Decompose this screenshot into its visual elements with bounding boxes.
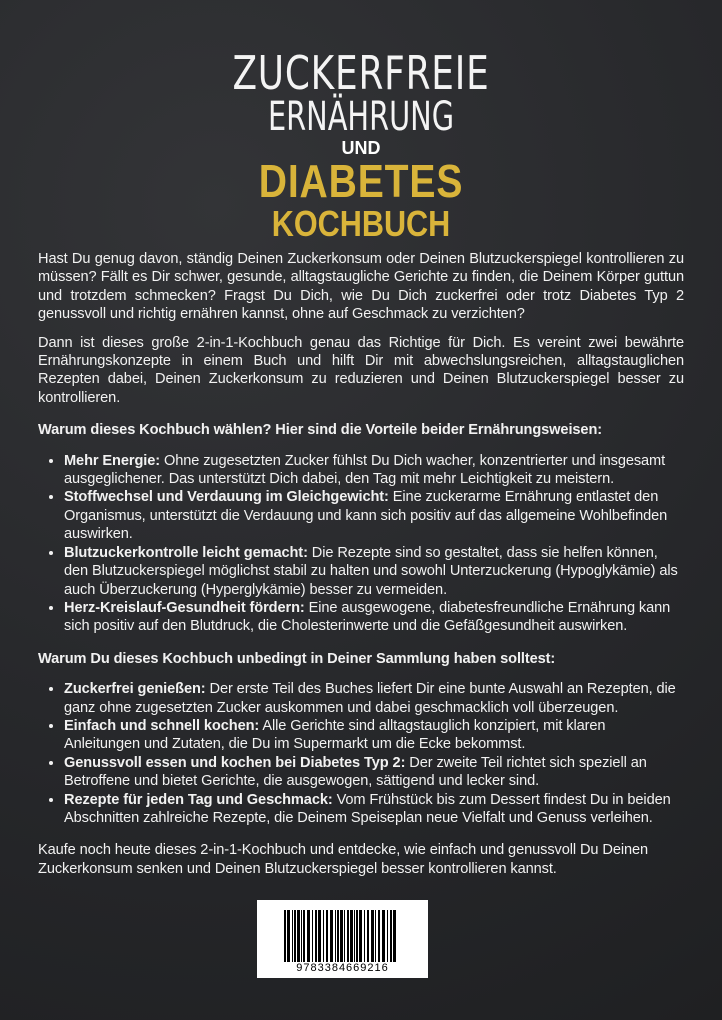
reasons-list [38, 680, 684, 827]
barcode-bars [284, 910, 401, 962]
title-line-2: ERNÄHRUNG [267, 94, 455, 140]
section-heading: Warum dieses Kochbuch wählen? Hier sind die Vorteile beider Ernährungsweisen: [38, 422, 603, 439]
title-line-5: KOCHBUCH [271, 203, 451, 244]
barcode-bar [318, 910, 321, 962]
isbn-number: 9783384669216 [296, 962, 389, 974]
barcode-bar [292, 910, 293, 962]
list-item: • Herz-Kreislauf-Gesundheit fördern: Eine ausgewogene, diabetesfreundliche Ernährung kann sich positiv auf den Blutdruck, die Cholesterinwerte und die Gefäßgesundheit auswirken. [64, 599, 684, 636]
title-line-4: DIABETES [258, 155, 464, 207]
barcode-bar [367, 910, 369, 962]
barcode-bar [382, 910, 385, 962]
barcode-bar [294, 910, 296, 962]
closing-paragraph: Kaufe noch heute dieses 2-in-1-Kochbuch und entdecke, wie einfach und genussvoll Du Deinen Zuckerkonsum senken und Deinen Blutzuckerspiegel besser kontrollieren kannst. [38, 842, 649, 877]
barcode-bar [307, 910, 310, 962]
benefits-list [38, 452, 684, 636]
barcode-bar [371, 910, 374, 962]
section-heading: Warum Du dieses Kochbuch unbedingt in Deiner Sammlung haben solltest: [38, 650, 556, 667]
title-line-1: ZUCKERFREIE [232, 46, 490, 100]
barcode-bar [297, 910, 300, 962]
list-item: • Rezepte für jeden Tag und Geschmack: Vom Frühstück bis zum Dessert findest Du in beiden Abschnitten zahlreiche Rezepte, die Deinem Speiseplan neue Vielfalt und Genuss verleihen. [64, 791, 684, 828]
barcode-bar [312, 910, 313, 962]
barcode-bar [347, 910, 349, 962]
barcode-bar [337, 910, 339, 962]
list-item: • Zuckerfrei genießen: Der erste Teil des Buches liefert Dir eine bunte Auswahl an Rezepten, die ganz ohne zugesetzten Zucker auskommen und dabei geschmacklich voll überzeugen. [64, 680, 684, 717]
barcode-bar [378, 910, 380, 962]
barcode-bar [301, 910, 302, 962]
barcode-bar [344, 910, 345, 962]
barcode-bar [350, 910, 353, 962]
list-item: • Einfach und schnell kochen: Alle Gerichte sind alltagstauglich konzipiert, mit klaren Anleitungen und Zutaten, die Du im Supermarkt um die Ecke bekommst. [64, 717, 684, 754]
barcode-bar [387, 910, 388, 962]
barcode-bar [323, 910, 324, 962]
barcode-bar [364, 910, 365, 962]
barcode-bar [326, 910, 328, 962]
list-item: • Blutzuckerkontrolle leicht gemacht: Die Rezepte sind so gestaltet, dass sie helfen können, den Blutzuckerspiegel möglichst stabil zu halten und sowohl Unterzuckerung (Hypoglykämie) als auch Überzuckerung (Hyperglykämie) besser zu vermeiden. [64, 544, 684, 599]
intro-paragraph: Hast Du genug davon, ständig Deinen Zuckerkonsum oder Deinen Blutzuckerspiegel kontrollieren zu müssen? Fällt es Dir schwer, gesunde, alltagstaugliche Gerichte zu finden, die Deinem Körper guttun und trotzdem schmecken? Fragst Du Dich, wie Du Dich zuckerfrei oder trotz Diabetes Typ 2 genussvoll und richtig ernähren kannst, ohne auf Geschmack zu verzichten? [38, 251, 684, 323]
barcode-bar [393, 910, 396, 962]
blurb [38, 250, 684, 888]
barcode-bar [303, 910, 305, 962]
title-line-3: UND [341, 138, 381, 158]
barcode-bar [315, 910, 317, 962]
barcode-bar [340, 910, 343, 962]
barcode-bar [354, 910, 355, 962]
barcode-bar [390, 910, 392, 962]
barcode-bar [335, 910, 336, 962]
barcode-bar [287, 910, 290, 962]
barcode-bar [330, 910, 333, 962]
intro-paragraph: Dann ist dieses große 2-in-1-Kochbuch genau das Richtige für Dich. Es vereint zwei bewährte Ernährungskonzepte in einem Buch und hilft Dir mit abwechslungsreichen, alltagstauglichen Rezepten dabei, Deinen Zuckerkonsum zu reduzieren und Deinen Blutzuckerspiegel besser zu kontrollieren. [38, 334, 684, 406]
list-item: • Mehr Energie: Ohne zugesetzten Zucker fühlst Du Dich wacher, konzentrierter und insgesamt ausgeglichener. Das unterstützt Dich dabei, den Tag mit mehr Leichtigkeit zu meistern. [64, 452, 684, 489]
barcode [257, 900, 428, 978]
barcode-bar [375, 910, 376, 962]
barcode-bar [284, 910, 286, 962]
barcode-bar [356, 910, 358, 962]
list-item: • Genussvoll essen und kochen bei Diabetes Typ 2: Der zweite Teil richtet sich speziell an Betroffene und bietet Gerichte, die ausgewogen, sättigend und lecker sind. [64, 754, 684, 791]
barcode-bar [359, 910, 362, 962]
list-item: • Stoffwechsel und Verdauung im Gleichgewicht: Eine zuckerarme Ernährung entlastet den Organismus, unterstützt die Verdauung und kann sich positiv auf das allgemeine Wohlbefinden auswirken. [64, 488, 684, 543]
